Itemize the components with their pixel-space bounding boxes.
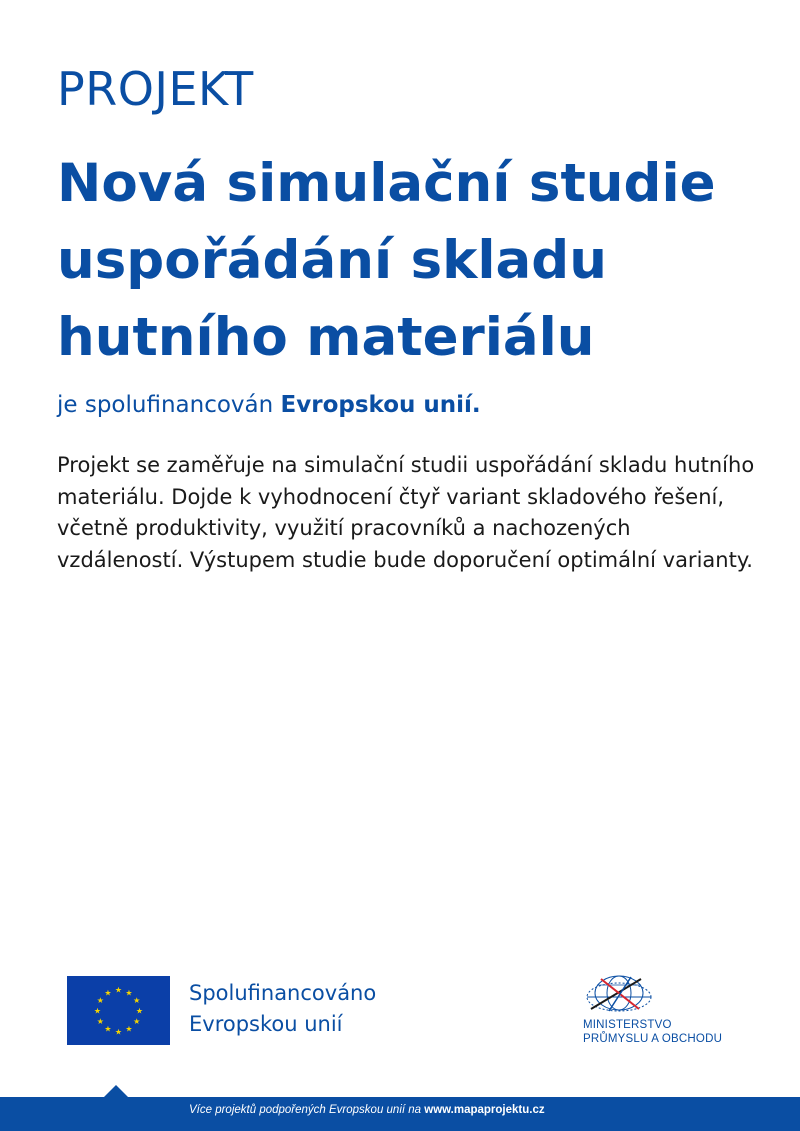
ministry-globe-icon: [583, 973, 655, 1015]
eu-star-icon: ★: [133, 1017, 141, 1026]
eu-star-icon: ★: [133, 996, 141, 1005]
footer-notch: [104, 1085, 128, 1097]
eu-badge-line1: Spolufinancováno: [189, 981, 377, 1005]
eu-badge-text: [189, 978, 376, 1040]
footer-link[interactable]: www.mapaprojektu.cz: [424, 1104, 545, 1116]
project-description: Projekt se zaměřuje na simulační studii uspořádání skladu hutního materiálu. Dojde k vyhodnocení čtyř variant skladového řešení, včetně produktivity, využití pracovníků a nachozených vzdáleností. Výstupem studie bude doporučení optimální varianty.: [57, 453, 755, 572]
ministry-name: [583, 1018, 722, 1046]
eu-star-icon: ★: [104, 988, 112, 998]
project-label: PROJEKT: [57, 62, 254, 116]
cofinancing-prefix: je spolufinancován: [57, 392, 274, 418]
footer-label: Více projektů podpořených Evropskou unií na: [189, 1104, 422, 1116]
cofinancing-eu: Evropskou unií.: [280, 392, 481, 418]
eu-star-icon: ★: [96, 996, 104, 1005]
eu-star-icon: ★: [135, 1006, 144, 1016]
eu-badge-line2: Evropskou unií: [189, 1012, 343, 1036]
ministry-line1: MINISTERSTVO: [583, 1019, 672, 1031]
project-title: Nová simulační studie uspořádání skladu hutního materiálu: [57, 153, 716, 368]
eu-flag-icon: [67, 976, 170, 1045]
ministry-logo: [583, 973, 753, 1053]
eu-star-icon: ★: [125, 1024, 133, 1034]
eu-star-icon: ★: [96, 1017, 104, 1026]
footer-text: [189, 1104, 545, 1116]
eu-star-icon: ★: [114, 1027, 123, 1037]
cofinancing-line: [57, 392, 481, 418]
ministry-line2: PRŮMYSLU A OBCHODU: [583, 1033, 723, 1045]
eu-star-icon: ★: [125, 988, 133, 998]
eu-star-icon: ★: [114, 985, 123, 995]
eu-star-icon: ★: [93, 1006, 102, 1016]
eu-star-icon: ★: [104, 1024, 112, 1034]
